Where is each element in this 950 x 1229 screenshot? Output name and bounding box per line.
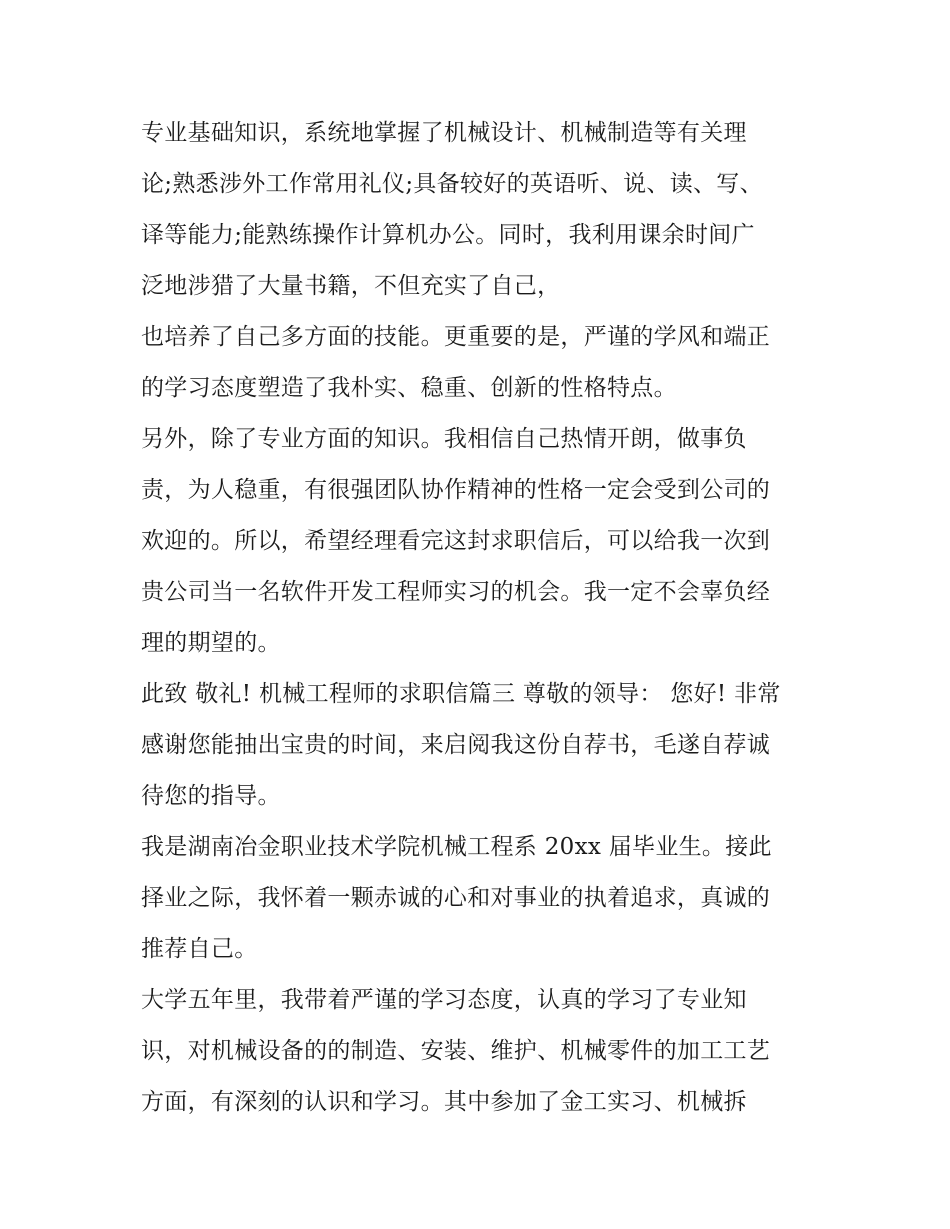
text-line: 的学习态度塑造了我朴实、稳重、创新的性格特点。	[141, 375, 677, 401]
document-body	[141, 108, 813, 1128]
text-line: 择业之际，我怀着一颗赤诚的心和对事业的执着追求，真诚的	[141, 885, 771, 911]
text-line: 也培养了自己多方面的技能。更重要的是，严谨的学风和端正	[141, 324, 771, 350]
text-line: 译等能力;能熟练操作计算机办公。同时，我利用课余时间广	[141, 222, 755, 248]
text-line: 推荐自己。	[141, 936, 258, 962]
text-line: 另外，除了专业方面的知识。我相信自己热情开朗，做事负	[141, 426, 747, 452]
text-line: 责，为人稳重，有很强团队协作精神的性格一定会受到公司的	[141, 477, 771, 503]
text-line: 泛地涉猎了大量书籍，不但充实了自己，	[141, 273, 561, 299]
text-line: 待您的指导。	[141, 783, 281, 809]
text-line: 欢迎的。所以，希望经理看完这封求职信后，可以给我一次到	[141, 528, 771, 554]
text-line: 专业基础知识，系统地掌握了机械设计、机械制造等有关理	[141, 120, 747, 146]
text-line: 感谢您能抽出宝贵的时间，来启阅我这份自荐书，毛遂自荐诚	[141, 732, 771, 758]
text-line: 大学五年里，我带着严谨的学习态度，认真的学习了专业知	[141, 987, 747, 1013]
text-line: 我是湖南冶金职业技术学院机械工程系 20xx 届毕业生。接此	[141, 834, 772, 860]
text-line: 识，对机械设备的的制造、安装、维护、机械零件的加工工艺	[141, 1038, 771, 1064]
text-line: 此致 敬礼! 机械工程师的求职信篇三 尊敬的领导： 您好! 非常	[141, 681, 781, 707]
text-line: 贵公司当一名软件开发工程师实习的机会。我一定不会辜负经	[141, 579, 771, 605]
text-line: 理的期望的。	[141, 630, 281, 656]
text-line: 论;熟悉涉外工作常用礼仪;具备较好的英语听、说、读、写、	[141, 171, 763, 197]
text-line: 方面，有深刻的认识和学习。其中参加了金工实习、机械拆	[141, 1089, 747, 1115]
